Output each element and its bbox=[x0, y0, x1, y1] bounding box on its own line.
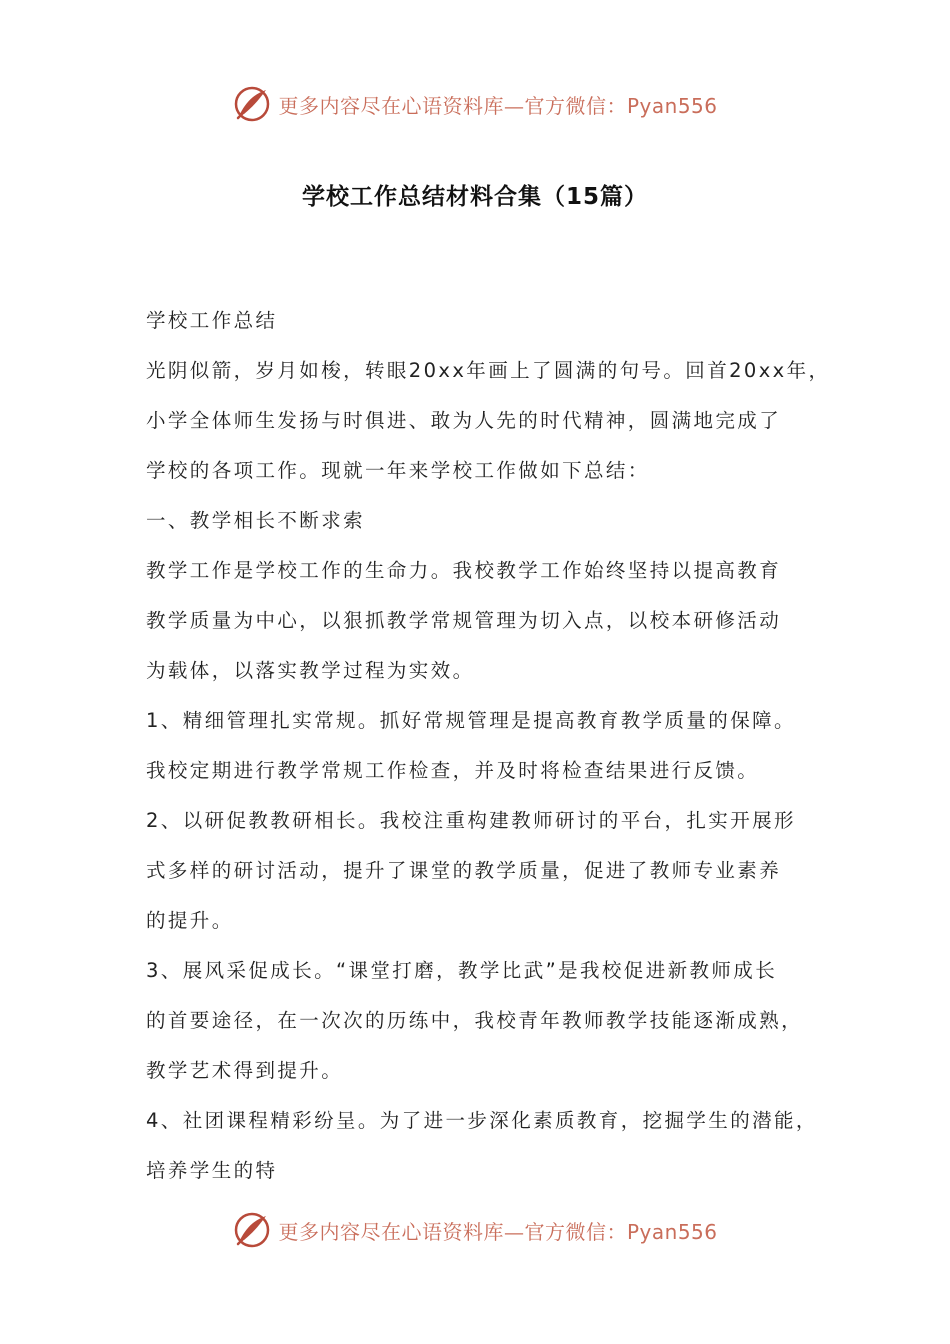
body-line: 教学工作是学校工作的生命力。我校教学工作始终坚持以提高教育 bbox=[146, 559, 782, 582]
body-line: 的提升。 bbox=[146, 909, 234, 932]
document-title: 学校工作总结材料合集（15篇） bbox=[301, 184, 648, 210]
body-line: 1、精细管理扎实常规。抓好常规管理是提高教育教学质量的保障。 bbox=[146, 709, 796, 732]
body-line: 的首要途径，在一次次的历练中，我校青年教师教学技能逐渐成熟， bbox=[146, 1009, 804, 1032]
body-line: 式多样的研讨活动，提升了课堂的教学质量，促进了教师专业素养 bbox=[146, 859, 782, 882]
body-line: 2、以研促教教研相长。我校注重构建教师研讨的平台，扎实开展形 bbox=[146, 809, 796, 832]
quill-logo-icon bbox=[232, 1210, 272, 1250]
body-line: 光阴似箭，岁月如梭，转眼20xx年画上了圆满的句号。回首20xx年， bbox=[146, 359, 831, 382]
body-line: 小学全体师生发扬与时俱进、敢为人先的时代精神，圆满地完成了 bbox=[146, 409, 782, 432]
body-line: 学校的各项工作。现就一年来学校工作做如下总结： bbox=[146, 459, 650, 482]
body-line: 教学质量为中心，以狠抓教学常规管理为切入点，以校本研修活动 bbox=[146, 609, 782, 632]
document-body bbox=[146, 296, 831, 1196]
footer-watermark-banner bbox=[0, 1208, 950, 1252]
body-line: 培养学生的特 bbox=[146, 1159, 278, 1182]
body-line: 我校定期进行教学常规工作检查，并及时将检查结果进行反馈。 bbox=[146, 759, 760, 782]
section-heading: 学校工作总结 bbox=[146, 309, 278, 332]
body-line: 为载体，以落实教学过程为实效。 bbox=[146, 659, 475, 682]
body-line: 4、社团课程精彩纷呈。为了进一步深化素质教育，挖掘学生的潜能， bbox=[146, 1109, 818, 1132]
watermark-text: 更多内容尽在心语资料库—官方微信：Pyan556 bbox=[278, 93, 718, 118]
quill-logo-icon bbox=[232, 84, 272, 124]
watermark-text: 更多内容尽在心语资料库—官方微信：Pyan556 bbox=[278, 1219, 718, 1244]
header-watermark-banner bbox=[0, 82, 950, 126]
subsection-heading: 一、教学相长不断求索 bbox=[146, 509, 366, 532]
body-line: 教学艺术得到提升。 bbox=[146, 1059, 344, 1082]
body-line: 3、展风采促成长。“课堂打磨，教学比武”是我校促进新教师成长 bbox=[146, 959, 778, 982]
